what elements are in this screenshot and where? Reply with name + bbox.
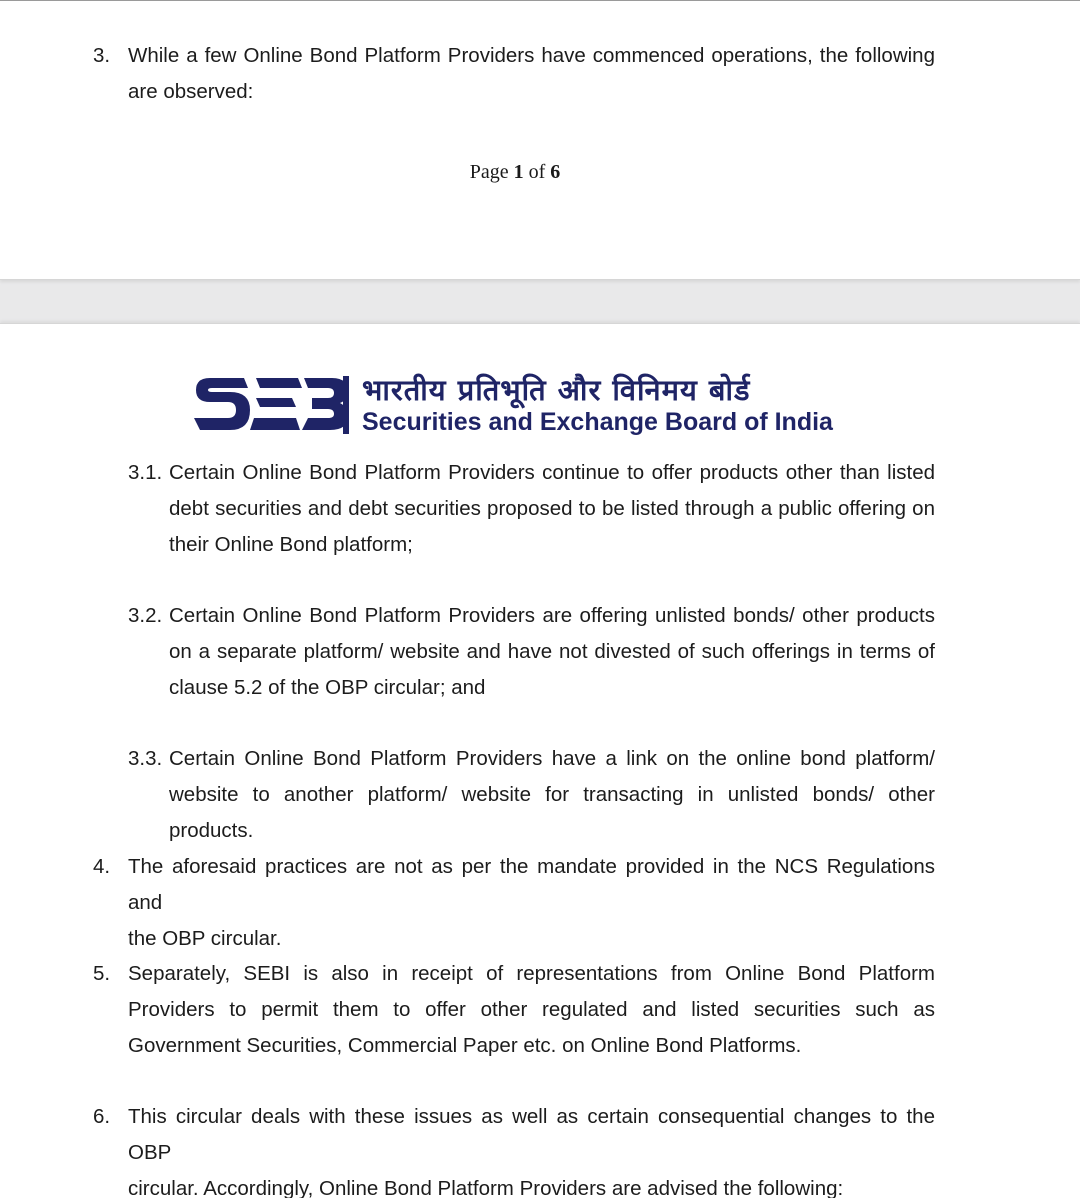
paragraph-text xyxy=(128,1099,935,1198)
text-line: circular. Accordingly, Online Bond Platform Providers are advised the following: xyxy=(128,1177,844,1198)
sebi-logo-icon xyxy=(192,372,350,438)
page-footer xyxy=(0,161,1030,184)
text-line: Government Securities, Commercial Paper etc. on Online Bond Platforms. xyxy=(128,1034,802,1057)
footer-middle: of xyxy=(523,161,551,183)
paragraph-number: 4. xyxy=(93,855,111,878)
org-name-hindi: भारतीय प्रतिभूति और विनिमय बोर्ड xyxy=(362,373,751,407)
text-line: website to another platform/ website for transacting in unlisted bonds/ other products. xyxy=(169,783,935,842)
document-page-1 xyxy=(0,0,1080,280)
text-line: debt securities and debt securities proposed to be listed through a public offering on xyxy=(169,497,935,520)
sebi-header-logo xyxy=(192,364,832,444)
document-page-2 xyxy=(0,323,1080,1198)
paragraph-text xyxy=(128,956,935,1064)
text-line: Providers to permit them to offer other regulated and listed securities such as xyxy=(128,998,935,1021)
paragraph-text xyxy=(169,598,935,706)
text-line: Certain Online Bond Platform Providers have a link on the online bond platform/ xyxy=(169,747,935,770)
paragraph-text xyxy=(128,38,935,110)
text-line: While a few Online Bond Platform Providers have commenced operations, the following xyxy=(128,44,935,67)
text-line: Certain Online Bond Platform Providers continue to offer products other than listed xyxy=(169,461,935,484)
paragraph-number: 3. xyxy=(93,44,111,67)
text-line: clause 5.2 of the OBP circular; and xyxy=(169,676,486,699)
paragraph-number: 3.2. xyxy=(128,604,163,627)
text-line: are observed: xyxy=(128,80,254,103)
text-line: The aforesaid practices are not as per the mandate provided in the NCS Regulations and xyxy=(128,855,935,914)
paragraph-text xyxy=(169,741,935,849)
paragraph-number: 6. xyxy=(93,1105,111,1128)
footer-prefix: Page xyxy=(469,161,514,183)
text-line: the OBP circular. xyxy=(128,927,282,950)
page-total-number: 6 xyxy=(550,161,561,183)
text-line: Certain Online Bond Platform Providers are offering unlisted bonds/ other products xyxy=(169,604,935,627)
org-name-english: Securities and Exchange Board of India xyxy=(362,408,833,436)
text-line: on a separate platform/ website and have not divested of such offerings in terms of xyxy=(169,640,935,663)
page-current-number: 1 xyxy=(513,161,524,183)
paragraph-number: 5. xyxy=(93,962,111,985)
text-line: their Online Bond platform; xyxy=(169,533,413,556)
text-line: This circular deals with these issues as well as certain consequential changes to the OBP xyxy=(128,1105,935,1164)
paragraph-text xyxy=(169,455,935,563)
paragraph-number: 3.1. xyxy=(128,461,163,484)
text-line: Separately, SEBI is also in receipt of representations from Online Bond Platform xyxy=(128,962,935,985)
paragraph-number: 3.3. xyxy=(128,747,163,770)
paragraph-text xyxy=(128,849,935,957)
